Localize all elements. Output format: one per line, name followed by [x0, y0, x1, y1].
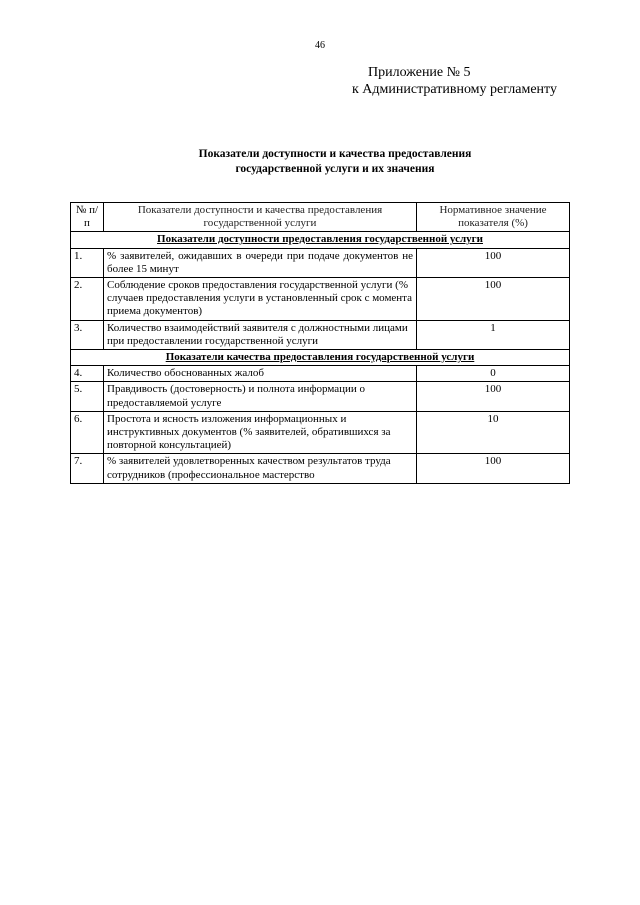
page-number: 46 — [315, 40, 325, 51]
section-title-quality: Показатели качества предоставления государственной услуги — [71, 350, 570, 366]
section-row — [71, 232, 570, 248]
row-indicator: % заявителей, ожидавших в очереди при подаче документов не более 15 минут — [104, 248, 417, 277]
row-indicator: Количество взаимодействий заявителя с должностными лицами при предоставлении государственной услуги — [104, 320, 417, 349]
table-row — [71, 320, 570, 349]
title-line-2: государственной услуги и их значения — [235, 163, 435, 175]
table-row — [71, 248, 570, 277]
row-num: 1. — [71, 248, 104, 277]
row-value: 100 — [417, 278, 570, 321]
row-indicator: Простота и ясность изложения информационных и инструктивных документов (% заявителей, обратившихся за повторной консультацией) — [104, 411, 417, 454]
header-num: № п/п — [71, 203, 104, 232]
row-value: 100 — [417, 382, 570, 411]
row-indicator: Количество обоснованных жалоб — [104, 366, 417, 382]
table-header-row — [71, 203, 570, 232]
indicators-table — [70, 202, 570, 484]
row-indicator: % заявителей удовлетворенных качеством результатов труда сотрудников (профессиональное мастерство — [104, 454, 417, 483]
title-line-1: Показатели доступности и качества предоставления — [198, 148, 472, 160]
row-num: 7. — [71, 454, 104, 483]
row-value: 0 — [417, 366, 570, 382]
row-value: 100 — [417, 248, 570, 277]
appendix-number: Приложение № 5 — [368, 65, 471, 80]
section-row — [71, 350, 570, 366]
row-num: 3. — [71, 320, 104, 349]
table-row — [71, 382, 570, 411]
table-row — [71, 366, 570, 382]
appendix-reference: к Административному регламенту — [352, 82, 557, 97]
table-row — [71, 454, 570, 483]
header-value: Нормативное значение показателя (%) — [417, 203, 570, 232]
section-title-accessibility: Показатели доступности предоставления государственной услуги — [71, 232, 570, 248]
row-value: 10 — [417, 411, 570, 454]
table-row — [71, 278, 570, 321]
row-value: 1 — [417, 320, 570, 349]
row-num: 4. — [71, 366, 104, 382]
row-num: 2. — [71, 278, 104, 321]
row-indicator: Соблюдение сроков предоставления государственной услуги (% случаев предоставления услуги в установленный срок с момента приема документов) — [104, 278, 417, 321]
table-row — [71, 411, 570, 454]
row-num: 5. — [71, 382, 104, 411]
row-value: 100 — [417, 454, 570, 483]
row-num: 6. — [71, 411, 104, 454]
document-title — [0, 147, 640, 177]
header-indicator: Показатели доступности и качества предоставления государственной услуги — [104, 203, 417, 232]
row-indicator: Правдивость (достоверность) и полнота информации о предоставляемой услуге — [104, 382, 417, 411]
appendix-header — [352, 64, 602, 98]
